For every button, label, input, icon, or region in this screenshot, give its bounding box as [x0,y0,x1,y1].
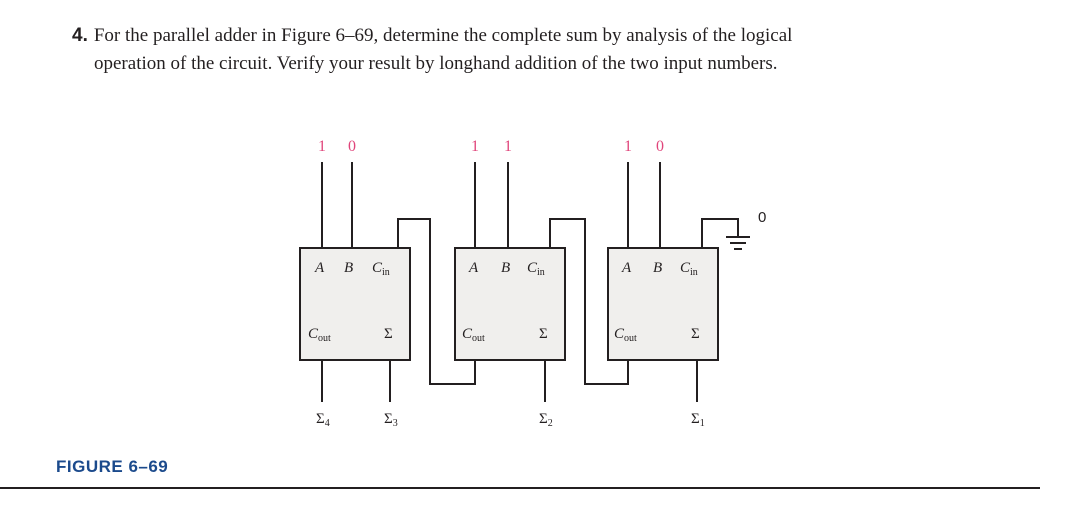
adder-2-input-b: 1 [504,138,512,155]
adder-2-pin-a: A [469,260,479,276]
adder-1-pin-cin: $C_{in}$ [372,260,390,278]
output-sum-4: $\Sigma_4$ [316,411,330,429]
adder-1-input-a: 1 [318,138,326,155]
adder-3-pin-a: A [622,260,632,276]
bottom-rule [0,487,1040,489]
adder-3-pin-cin: $C_{in}$ [680,260,698,278]
output-sum-3: $\Sigma_3$ [384,411,398,429]
carry-in-value: 0 [758,209,767,226]
adder-1-pin-cout: $C_{out}$ [308,326,331,344]
adder-3-input-a: 1 [624,138,632,155]
adder-2-pin-sum: Σ [539,326,548,342]
adder-2-pin-b: B [501,260,511,276]
adder-1-pin-sum: Σ [384,326,393,342]
output-sum-2: $\Sigma_2$ [539,411,553,429]
question-line-2: operation of the circuit. Verify your result by longhand addition of the two input numbers. [94,53,778,74]
adder-3-pin-cout: $C_{out}$ [614,326,637,344]
question-line-1: For the parallel adder in Figure 6–69, determine the complete sum by analysis of the logical [93,25,793,46]
adder-2-pin-cout: $C_{out}$ [462,326,485,344]
adder-1-pin-a: A [315,260,325,276]
adder-3-pin-b: B [653,260,663,276]
adder-2-input-a: 1 [471,138,479,155]
question-number: 4. [72,25,88,46]
adder-3-input-b: 0 [656,138,664,155]
figure-label: FIGURE 6–69 [56,457,169,476]
adder-2-pin-cin: $C_{in}$ [527,260,545,278]
output-sum-1: $\Sigma_1$ [691,411,705,429]
adder-1-pin-b: B [344,260,354,276]
adder-1-input-b: 0 [348,138,356,155]
adder-3-pin-sum: Σ [691,326,700,342]
